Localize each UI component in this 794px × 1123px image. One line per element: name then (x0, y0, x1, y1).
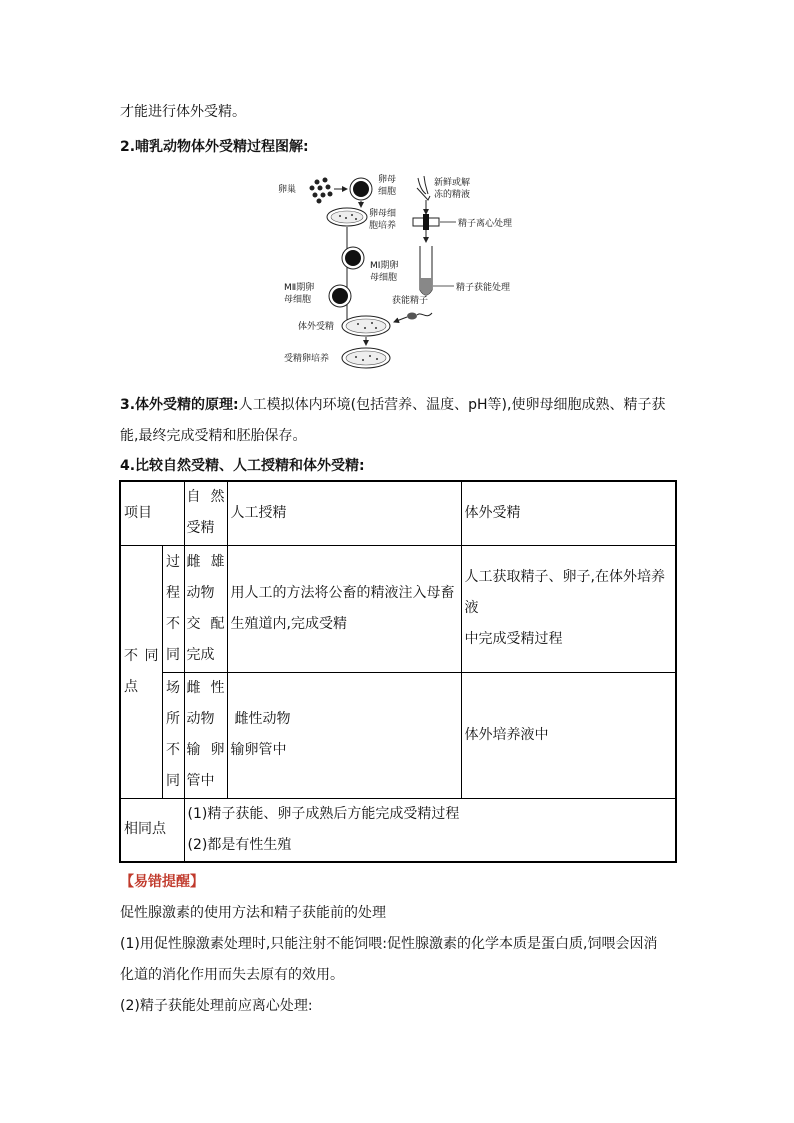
label-mi-1: MⅠ期卵 (370, 261, 399, 271)
process-char: 同 (166, 646, 180, 663)
comparison-table (119, 480, 677, 863)
place-char: 不 (166, 742, 180, 758)
intro-line: 才能进行体外受精。 (120, 104, 246, 120)
place-label (162, 672, 184, 798)
process-ivf-line: 人工获取精子、卵子,在体外培养液 (464, 569, 665, 616)
table-row-same (120, 798, 676, 862)
process-ai-line: 用人工的方法将公畜的精液注入母畜 (230, 584, 455, 601)
label-ivf: 体外受精 (298, 322, 335, 332)
header-ai: 人工授精 (227, 481, 461, 545)
place-ivf: 体外培养液中 (461, 672, 676, 798)
label-zygote-culture: 受精卵培养 (284, 354, 330, 364)
label-semen-2: 冻的精液 (434, 190, 471, 200)
petri-dish-oocyte-culture-icon (327, 208, 367, 226)
label-culture-1: 卵母细 (369, 209, 397, 219)
header-natural-2: 受精 (186, 520, 215, 537)
tip-line-4: (2)精子获能处理前应离心处理: (120, 998, 313, 1014)
mii-oocyte-icon (329, 285, 351, 307)
section-3-text-2: 能,最终完成受精和胚胎保存。 (120, 428, 307, 444)
header-ivf: 体外受精 (461, 481, 676, 545)
process-ivf-line: 中完成受精过程 (464, 631, 563, 647)
section-4-title: 4.比较自然受精、人工授精和体外受精: (120, 458, 365, 474)
place-natural-line: 管中 (186, 773, 215, 789)
label-capacitation: 精子获能处理 (456, 283, 511, 293)
semen-tube-icon (417, 176, 430, 200)
sperm-icon (407, 313, 432, 320)
table-row-place (120, 672, 676, 798)
process-natural (184, 545, 227, 672)
tip-title: 【易错提醒】 (120, 874, 204, 890)
petri-dish-zygote-icon (342, 348, 390, 368)
same-content (184, 798, 676, 862)
table-header-row (120, 481, 676, 545)
header-natural-1: 自 然 (186, 489, 225, 506)
place-natural (184, 672, 227, 798)
process-natural-line: 交 配 (186, 615, 225, 632)
ivf-process-diagram (270, 170, 530, 370)
mi-oocyte-icon (342, 247, 364, 269)
tip-line-3: 化道的消化作用而失去原有的效用。 (120, 967, 344, 983)
place-ai-line: 输卵管中 (230, 742, 287, 758)
place-natural-line: 动物 (186, 711, 215, 727)
table-row-process (120, 545, 676, 672)
process-natural-line: 动物 (186, 584, 215, 601)
section-3-title: 3.体外受精的原理: (120, 397, 239, 413)
tip-line-2: (1)用促性腺激素处理时,只能注射不能饲喂:促性腺激素的化学本质是蛋白质,饲喂会因消 (120, 936, 658, 952)
process-char: 不 (166, 615, 180, 632)
tip-line-1: 促性腺激素的使用方法和精子获能前的处理 (120, 905, 386, 921)
diff-label-2: 点 (124, 678, 138, 695)
same-line-1: (1)精子获能、卵子成熟后方能完成受精过程 (187, 805, 460, 822)
section-3-text-1: 人工模拟体内环境(包括营养、温度、pH等),使卵母细胞成熟、精子获 (238, 397, 666, 413)
label-mi-2: 母细胞 (370, 273, 398, 283)
section-3-line-1 (120, 395, 665, 415)
label-mii-1: MⅡ期卵 (284, 283, 315, 293)
petri-dish-ivf-icon (342, 316, 390, 336)
place-ai-line: 雌性动物 (234, 711, 291, 727)
process-label (162, 545, 184, 672)
section-2-title: 2.哺乳动物体外受精过程图解: (120, 139, 309, 155)
place-natural-line: 输 卵 (186, 742, 225, 758)
label-semen-1: 新鲜或解 (434, 178, 471, 188)
same-line-2: (2)都是有性生殖 (187, 836, 292, 853)
label-ovary: 卵巢 (278, 185, 297, 195)
diff-label-1: 不 同 (124, 647, 159, 664)
place-char: 同 (166, 773, 180, 789)
test-tube-icon (420, 246, 432, 295)
process-natural-line: 完成 (186, 646, 215, 663)
process-ai (227, 545, 461, 672)
process-char: 过 (166, 553, 180, 570)
label-capacitated: 获能精子 (392, 296, 429, 306)
label-mii-2: 母细胞 (284, 295, 312, 305)
place-char: 场 (166, 680, 180, 696)
process-ivf (461, 545, 676, 672)
label-culture-2: 胞培养 (369, 221, 397, 231)
label-oocyte-1: 卵母 (378, 175, 397, 185)
label-centrifuge: 精子离心处理 (458, 219, 513, 229)
place-natural-line: 雌 性 (186, 680, 225, 696)
place-ai (227, 672, 461, 798)
process-natural-line: 雌 雄 (186, 553, 225, 570)
same-label: 相同点 (120, 798, 184, 862)
header-item: 项目 (120, 481, 184, 545)
oocyte-icon (350, 178, 372, 200)
diff-label (120, 545, 162, 798)
process-char: 程 (166, 584, 180, 601)
process-ai-line: 生殖道内,完成受精 (230, 615, 347, 632)
ovary-icon (310, 178, 333, 204)
place-char: 所 (166, 711, 180, 727)
centrifuge-icon (413, 214, 439, 230)
header-natural (184, 481, 227, 545)
label-oocyte-2: 细胞 (378, 187, 397, 197)
